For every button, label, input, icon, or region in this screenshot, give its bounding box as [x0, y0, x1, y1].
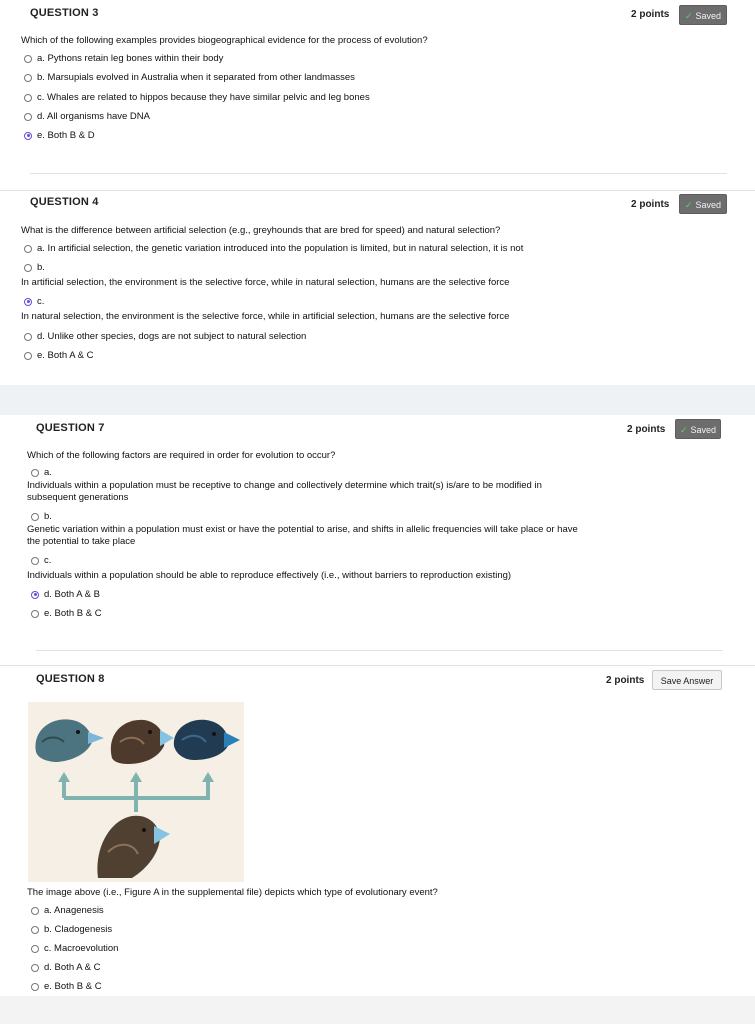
- radio-button[interactable]: [24, 94, 32, 102]
- finch-evolution-figure: [28, 702, 244, 882]
- radio-button[interactable]: [31, 983, 39, 991]
- saved-status-button[interactable]: ✓ Saved: [675, 419, 721, 439]
- points-label: 2 points: [606, 675, 645, 686]
- option-b[interactable]: b. Marsupials evolved in Australia when it separated from other landmasses: [24, 72, 355, 83]
- radio-button[interactable]: [31, 513, 39, 521]
- divider: [30, 173, 727, 174]
- option-c[interactable]: c.: [31, 555, 51, 566]
- question-title: QUESTION 7: [36, 422, 105, 434]
- question-title: QUESTION 4: [30, 196, 99, 208]
- arrow-head-icon: [58, 772, 70, 782]
- divider: [0, 190, 755, 191]
- radio-button-selected[interactable]: [24, 132, 32, 140]
- radio-button[interactable]: [31, 926, 39, 934]
- radio-button[interactable]: [31, 964, 39, 972]
- finch-bird-icon: [174, 720, 240, 760]
- check-icon: ✓: [679, 425, 688, 435]
- check-icon: ✓: [684, 200, 693, 210]
- save-answer-button[interactable]: Save Answer: [652, 670, 722, 690]
- option-d[interactable]: d. Unlike other species, dogs are not subject to natural selection: [24, 331, 306, 342]
- option-c[interactable]: c.: [24, 296, 44, 307]
- radio-button-selected[interactable]: [24, 298, 32, 306]
- question-prompt: Which of the following examples provides biogeographical evidence for the process of evolution?: [21, 35, 428, 46]
- radio-button[interactable]: [31, 469, 39, 477]
- question-title: QUESTION 3: [30, 7, 99, 19]
- option-e[interactable]: e. Both B & C: [31, 608, 102, 619]
- option-e[interactable]: e. Both B & D: [24, 130, 95, 141]
- option-e[interactable]: e. Both B & C: [31, 981, 102, 992]
- option-c[interactable]: c. Whales are related to hippos because they have similar pelvic and leg bones: [24, 92, 370, 103]
- option-d[interactable]: d. All organisms have DNA: [24, 111, 150, 122]
- question-title: QUESTION 8: [36, 673, 105, 685]
- radio-button[interactable]: [31, 907, 39, 915]
- arrow-head-icon: [202, 772, 214, 782]
- finch-bird-icon: [111, 720, 174, 764]
- option-c-text: Individuals within a population should be able to reproduce effectively (i.e., without barriers to reproduction existing): [27, 570, 512, 581]
- option-c-text: In natural selection, the environment is the selective force, while in artificial selection, humans are the selective force: [21, 311, 510, 322]
- ancestor-finch-bird-icon: [97, 816, 170, 878]
- option-c[interactable]: c. Macroevolution: [31, 943, 118, 954]
- radio-button[interactable]: [31, 610, 39, 618]
- option-a-text: Individuals within a population must be receptive to change and collectively determine which trait(s) is/are to be modified in subsequent generations: [27, 480, 542, 503]
- option-a[interactable]: a. In artificial selection, the genetic variation introduced into the population is limited, but in natural selection, it is not: [24, 243, 523, 254]
- radio-button[interactable]: [24, 333, 32, 341]
- option-a[interactable]: a. Pythons retain leg bones within their body: [24, 53, 223, 64]
- check-icon: ✓: [684, 11, 693, 21]
- points-label: 2 points: [631, 9, 670, 20]
- radio-button[interactable]: [31, 945, 39, 953]
- saved-status-button[interactable]: ✓ Saved: [679, 5, 727, 25]
- option-b-text: In artificial selection, the environment is the selective force, while in natural selection, humans are the selective force: [21, 277, 510, 288]
- option-b[interactable]: b.: [31, 511, 52, 522]
- option-b-text: Genetic variation within a population must exist or have the potential to arise, and shifts in allelic frequencies will take place or have the potential to take place: [27, 524, 578, 547]
- section-gap: [0, 996, 755, 1024]
- radio-button[interactable]: [24, 74, 32, 82]
- radio-button-selected[interactable]: [31, 591, 39, 599]
- section-gap: [0, 385, 755, 415]
- radio-button[interactable]: [24, 55, 32, 63]
- branch-arrows: [64, 780, 208, 812]
- points-label: 2 points: [627, 424, 666, 435]
- saved-status-button[interactable]: ✓ Saved: [679, 194, 727, 214]
- question-prompt: The image above (i.e., Figure A in the supplemental file) depicts which type of evolutionary event?: [27, 887, 438, 898]
- radio-button[interactable]: [24, 245, 32, 253]
- radio-button[interactable]: [24, 113, 32, 121]
- radio-button[interactable]: [24, 264, 32, 272]
- option-a[interactable]: a.: [31, 467, 52, 478]
- radio-button[interactable]: [24, 352, 32, 360]
- radio-button[interactable]: [31, 557, 39, 565]
- divider: [36, 650, 723, 651]
- option-d[interactable]: d. Both A & B: [31, 589, 100, 600]
- option-d[interactable]: d. Both A & C: [31, 962, 101, 973]
- arrow-head-icon: [130, 772, 142, 782]
- option-b[interactable]: b.: [24, 262, 45, 273]
- option-b[interactable]: b. Cladogenesis: [31, 924, 112, 935]
- divider: [0, 665, 755, 666]
- finch-bird-icon: [35, 719, 104, 762]
- option-a[interactable]: a. Anagenesis: [31, 905, 104, 916]
- points-label: 2 points: [631, 199, 670, 210]
- option-e[interactable]: e. Both A & C: [24, 350, 94, 361]
- question-prompt: What is the difference between artificial selection (e.g., greyhounds that are bred for speed) and natural selection?: [21, 225, 501, 236]
- finch-cladogenesis-image: [28, 702, 244, 882]
- question-prompt: Which of the following factors are required in order for evolution to occur?: [27, 450, 336, 461]
